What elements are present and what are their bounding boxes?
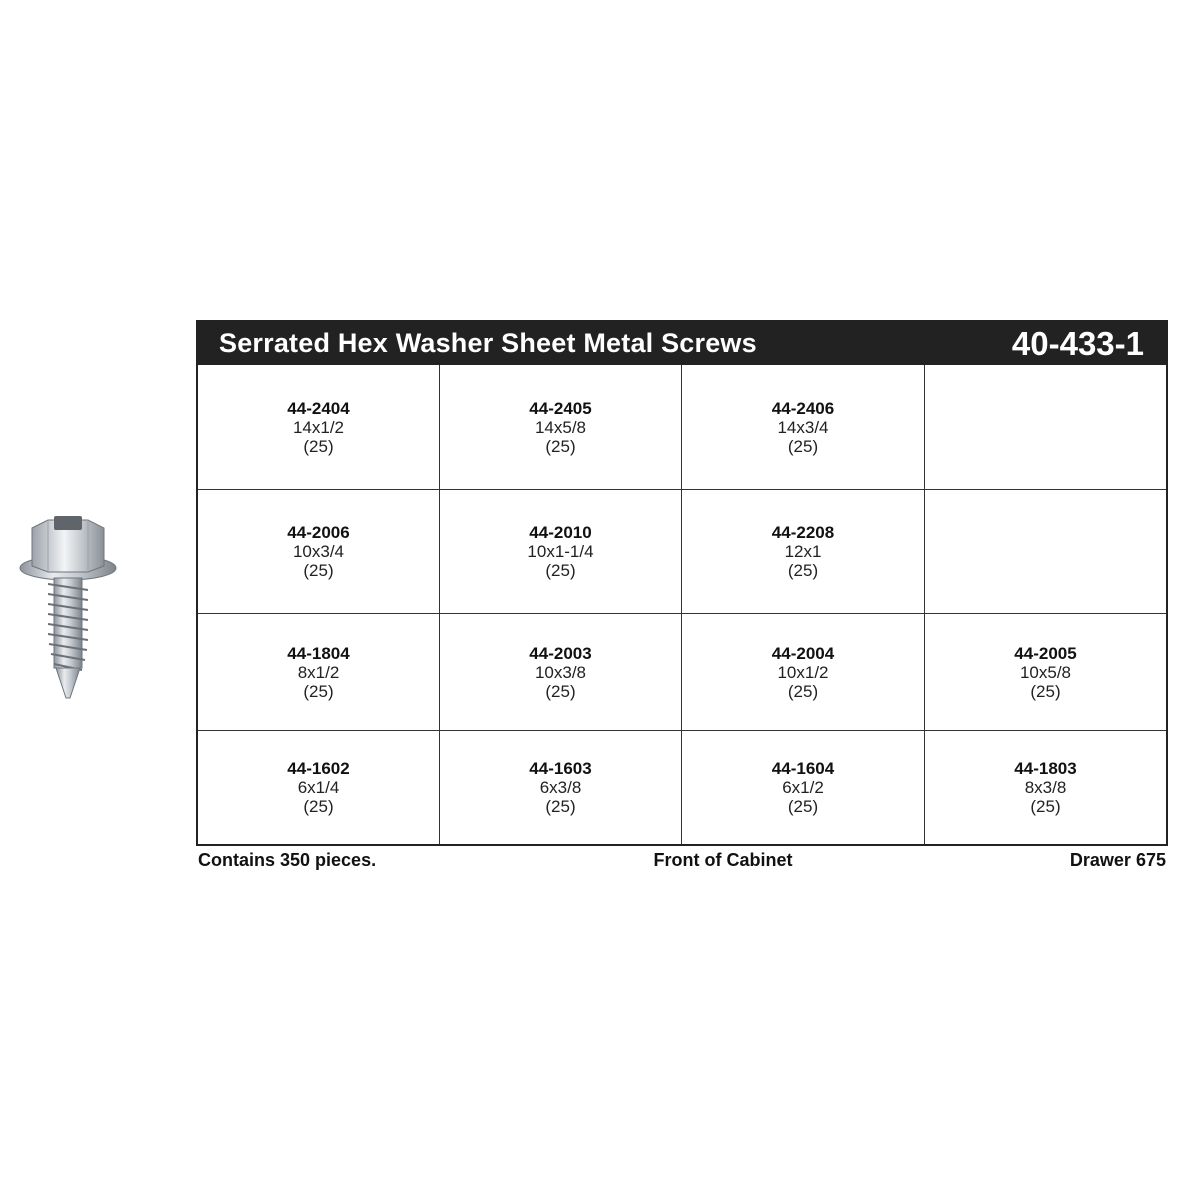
screw-size: 14x3/4 bbox=[777, 417, 829, 437]
part-number: 44-1804 bbox=[287, 643, 350, 663]
part-number: 44-2004 bbox=[771, 643, 835, 663]
screw-size: 6x1/2 bbox=[782, 778, 824, 797]
part-number: 44-1603 bbox=[529, 759, 592, 778]
quantity: (25) bbox=[545, 681, 576, 701]
compartment-cell-empty bbox=[925, 490, 1166, 614]
screw-size: 8x3/8 bbox=[1024, 778, 1067, 797]
part-number: 44-2405 bbox=[529, 398, 592, 418]
screw-size: 10x1/2 bbox=[777, 662, 829, 682]
header-bar bbox=[198, 322, 1166, 365]
compartment-cell bbox=[682, 731, 925, 844]
cabinet-front-label: Front of Cabinet bbox=[653, 850, 793, 870]
quantity: (25) bbox=[1030, 797, 1061, 816]
screw-size: 8x1/2 bbox=[297, 662, 340, 682]
compartment-grid bbox=[198, 365, 1166, 844]
screw-size: 10x1-1/4 bbox=[527, 542, 594, 561]
hex-washer-screw-icon bbox=[18, 508, 118, 703]
part-number: 44-1604 bbox=[771, 759, 835, 778]
compartment-cell bbox=[198, 365, 440, 490]
screw-size: 12x1 bbox=[784, 542, 822, 561]
screw-size: 10x5/8 bbox=[1019, 662, 1072, 682]
part-number: 44-1602 bbox=[287, 759, 350, 778]
compartment-cell bbox=[440, 731, 682, 844]
screw-size: 6x3/8 bbox=[539, 778, 582, 797]
part-number: 44-2010 bbox=[529, 523, 592, 542]
quantity: (25) bbox=[1030, 681, 1061, 701]
compartment-cell bbox=[682, 614, 925, 731]
drawer-number: Drawer 675 bbox=[1069, 850, 1166, 870]
screw-size: 6x1/4 bbox=[297, 778, 340, 797]
compartment-cell-empty bbox=[925, 365, 1166, 490]
screw-size: 14x5/8 bbox=[534, 417, 587, 437]
part-number: 44-2005 bbox=[1014, 643, 1077, 663]
screw-size: 10x3/8 bbox=[534, 662, 587, 682]
quantity: (25) bbox=[787, 436, 819, 456]
product-code: 40-433-1 bbox=[1011, 324, 1144, 362]
panel-title: Serrated Hex Washer Sheet Metal Screws bbox=[219, 328, 757, 358]
quantity: (25) bbox=[787, 797, 819, 816]
part-number: 44-2406 bbox=[771, 398, 835, 418]
quantity: (25) bbox=[545, 561, 576, 580]
compartment-cell bbox=[925, 731, 1166, 844]
compartment-cell bbox=[440, 490, 682, 614]
quantity: (25) bbox=[303, 681, 334, 701]
quantity: (25) bbox=[545, 797, 576, 816]
compartment-cell bbox=[440, 365, 682, 490]
quantity: (25) bbox=[545, 436, 576, 456]
compartment-cell bbox=[682, 490, 925, 614]
part-number: 44-1803 bbox=[1014, 759, 1077, 778]
compartment-cell bbox=[198, 731, 440, 844]
compartment-cell bbox=[925, 614, 1166, 731]
quantity: (25) bbox=[787, 681, 819, 701]
screw-size: 10x3/4 bbox=[292, 542, 345, 561]
part-number: 44-2003 bbox=[529, 643, 592, 663]
footer bbox=[198, 850, 1166, 871]
compartment-cell bbox=[682, 365, 925, 490]
screw-size: 14x1/2 bbox=[292, 417, 345, 437]
quantity: (25) bbox=[303, 797, 334, 816]
part-number: 44-2208 bbox=[771, 523, 835, 542]
quantity: (25) bbox=[303, 561, 334, 580]
part-number: 44-2006 bbox=[287, 523, 350, 542]
piece-count: Contains 350 pieces. bbox=[198, 850, 377, 870]
compartment-cell bbox=[440, 614, 682, 731]
quantity: (25) bbox=[303, 436, 334, 456]
quantity: (25) bbox=[787, 561, 819, 580]
drawer-label-panel bbox=[196, 320, 1168, 846]
compartment-cell bbox=[198, 614, 440, 731]
part-number: 44-2404 bbox=[287, 398, 350, 418]
compartment-cell bbox=[198, 490, 440, 614]
